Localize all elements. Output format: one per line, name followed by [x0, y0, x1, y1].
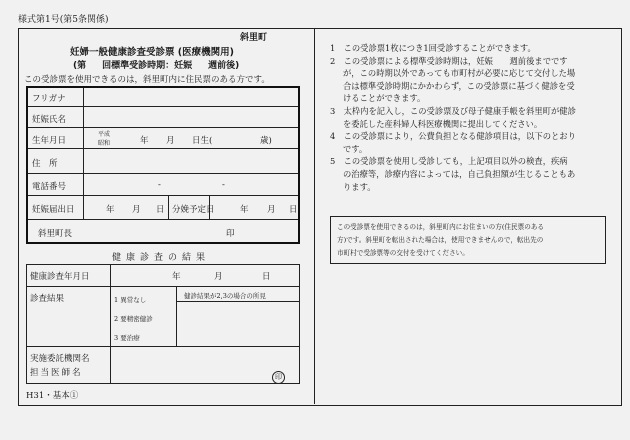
exam-date-label: 健康診査年月日: [30, 272, 90, 282]
municipality: 斜里町: [240, 33, 268, 43]
subtitle: [73, 58, 239, 71]
result-title: 健康診査の結果: [112, 253, 211, 263]
note-line-10: 5 この受診票を使用し受診しても，上記項目以外の検査，疾病: [330, 156, 568, 167]
box-note-2: 方)です。斜里町を転出された場合は，使用できませんので，転出先の: [337, 236, 544, 244]
phone-label: 電話番号: [32, 182, 67, 192]
box-note-1: この受診票を使用できるのは，斜里町内にお住まいの方(住民票のある: [337, 223, 544, 231]
result-label: 診査結果: [30, 294, 65, 304]
era-showa: 昭和: [98, 140, 111, 147]
age-label: 歳): [260, 136, 272, 146]
notice-day: 日: [156, 205, 165, 215]
due-day: 日: [289, 205, 298, 215]
due-month: 月: [267, 205, 276, 215]
subtitle-c: 週前後): [208, 61, 240, 71]
due-label: 分娩予定日: [172, 205, 215, 215]
subtitle-a: (第: [73, 61, 87, 71]
note-line-8: 4 この受診票により，公費負担となる健診項目は，以下のとおり: [330, 131, 576, 142]
doctor-label: 担当医師名: [30, 368, 83, 378]
option-normal: 1 異常なし: [114, 296, 147, 304]
patient-table: [26, 86, 300, 244]
note-line-11: の治療等，診療内容によっては，自己負担額が生じることもあ: [343, 168, 576, 179]
note-line-1: 1 この受診票1枚につき1回受診することができます。: [330, 43, 536, 53]
mayor-label: 斜里町長: [38, 229, 73, 239]
note-line-2: 2 この受診票による標準受診時期は，妊娠 週前後までです: [330, 55, 568, 66]
name-label: 妊娠氏名: [32, 115, 67, 125]
note-line-12: ります。: [343, 181, 376, 192]
era-heisei: 平成: [98, 131, 111, 138]
note-line-3: が，この時期以外であっても市町村が必要に応じて交付した場: [343, 68, 576, 79]
residency-note-box: [330, 216, 606, 264]
dob-year: 年: [140, 136, 149, 146]
notice-year: 年: [106, 205, 115, 215]
phone-dash-1: -: [158, 180, 161, 190]
note-line-7: を委託した産科婦人科医療機関に提出してください。: [343, 118, 543, 129]
option-treatment: 3 要治療: [114, 334, 140, 342]
notice-month: 月: [132, 205, 141, 215]
middle-divider: [314, 28, 315, 404]
facility-label: 実施委託機関名: [30, 354, 90, 364]
furigana-label: フリガナ: [32, 94, 66, 104]
box-note-3: 市町村で受診票等の交付を受けてください。: [337, 249, 469, 257]
note-line-9: です。: [343, 143, 368, 154]
due-year: 年: [240, 205, 249, 215]
form-id: 様式第1号(第5条関係): [18, 15, 109, 25]
footer-code: H31・基本①: [26, 391, 79, 401]
form-title: 妊婦一般健康診査受診票 (医療機関用): [70, 47, 234, 58]
mayor-seal: 印: [226, 229, 235, 239]
option-detailed: 2 要精密健診: [114, 315, 153, 323]
exam-day: 日: [262, 272, 271, 282]
address-label: 住 所: [32, 159, 58, 169]
exam-month: 月: [214, 272, 223, 282]
note-line-4: 合は標準受診時期にかかわらず，この受診票に基づく健診を受: [343, 80, 575, 91]
doctor-seal: 印: [272, 371, 285, 384]
subtitle-b: 回標準受診時期：妊娠: [102, 61, 193, 71]
dob-day: 日生(: [192, 136, 213, 146]
exam-year: 年: [172, 272, 181, 282]
intro-text: この受診票を使用できるのは，斜里町内に住民票のある方です。: [24, 75, 270, 85]
note-line-6: 3 太枠内を記入し，この受診票及び母子健康手帳を斜里町が健診: [330, 105, 576, 116]
dob-month: 月: [166, 136, 175, 146]
finding-label: 健診結果が2,3の場合の所見: [184, 292, 266, 300]
dob-label: 生年月日: [32, 136, 67, 146]
notes: [330, 42, 612, 193]
phone-dash-2: -: [222, 180, 225, 190]
note-line-5: けることができます。: [343, 93, 426, 104]
preg-notice-label: 妊娠届出日: [32, 205, 75, 215]
